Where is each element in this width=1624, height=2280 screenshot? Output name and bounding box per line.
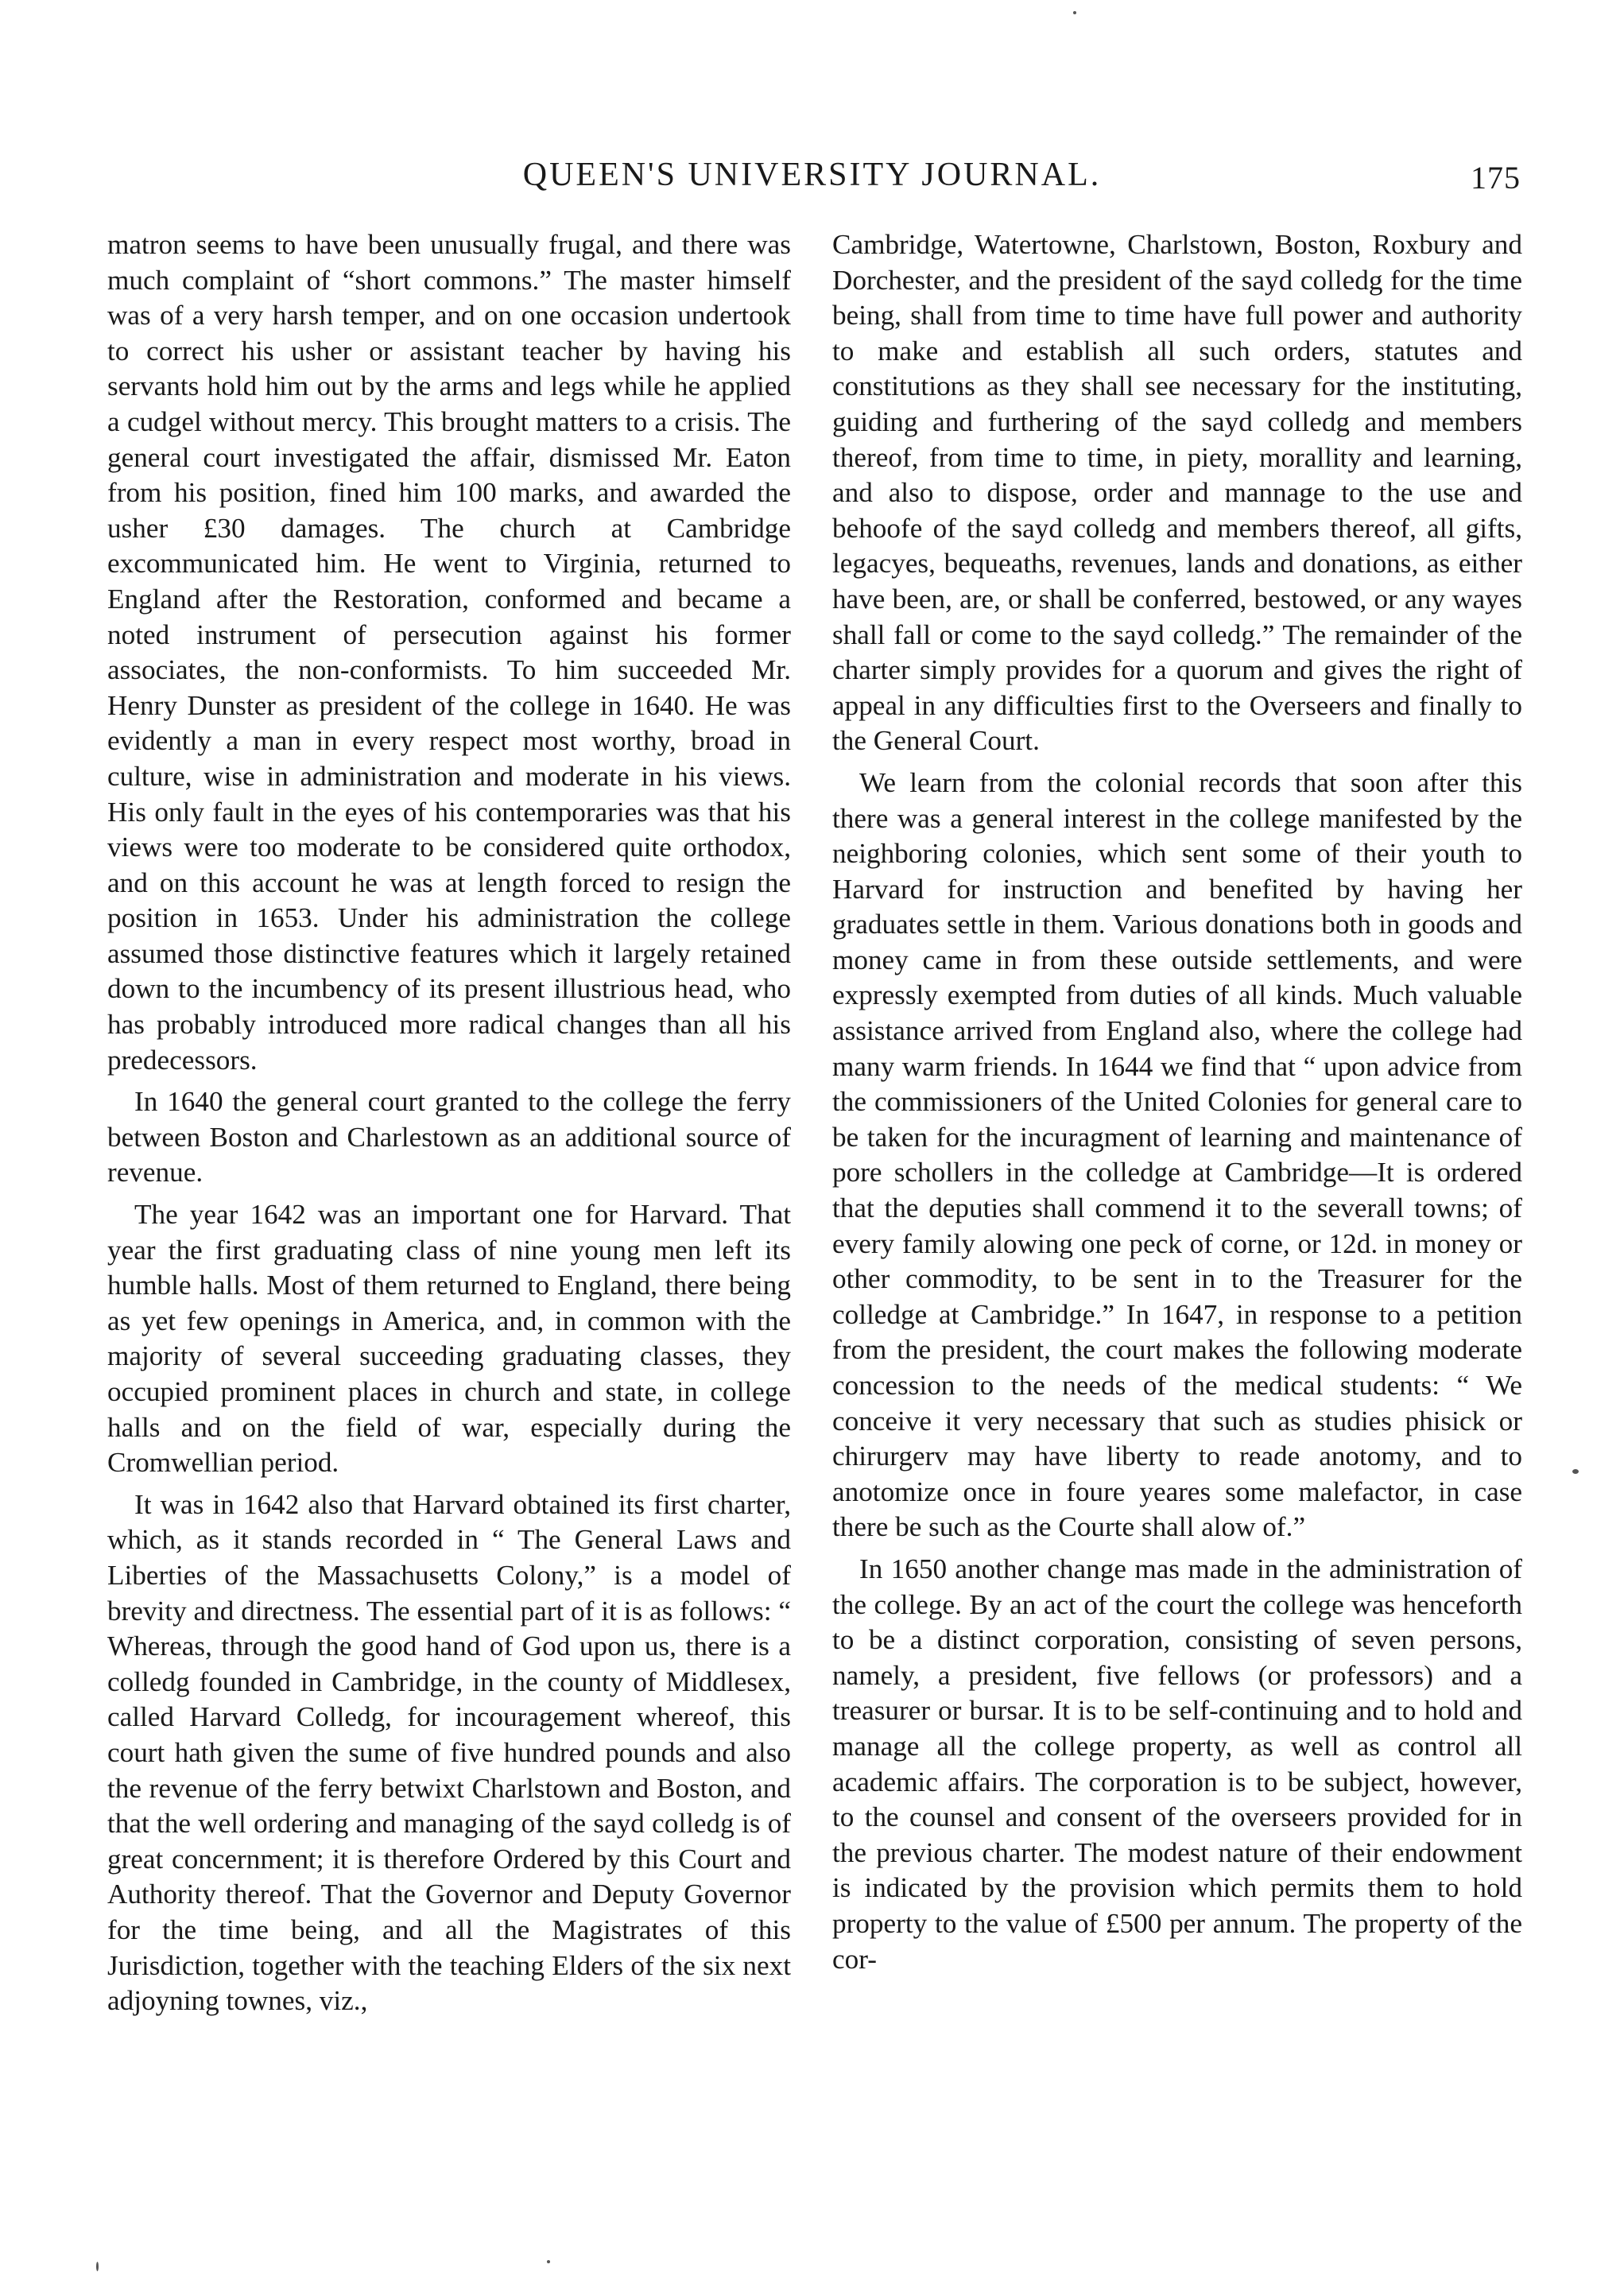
paragraph: The year 1642 was an important one for Harvard. That year the first graduating class of nine young men left its humble halls. Most of them returned to England, there being as yet few openings in America, and, in common with the majority of several succeeding graduating classes, they occupied prominent places in church and state, in college halls and on the field of war, especially during the Cromwellian period. — [107, 1199, 791, 1479]
print-speck — [1572, 1469, 1579, 1474]
paragraph: It was in 1642 also that Harvard obtained its first charter, which, as it stands recorded in “ The General Laws and Liberties of the Massachusetts Colony,” is a model of brevity and directness. The essential part of it is as follows: “ Whereas, through the good hand of God upon us, there is a colledg founded in Cambridge, in the county of Middlesex, called Harvard Colledg, for incouragement whereof, this court hath given the sume of five hundred pounds and also the revenue of the ferry betwixt Charlstown and Boston, and that the well ordering and managing of the sayd colledg is of great concernment; it is therefore Ordered by this Court and Authority thereof. That the Governor and Deputy Governor for the time being, and all the Magistrates of this Jurisdiction, together with the teaching Elders of the six next adjoyning townes, viz., — [107, 1488, 791, 2017]
print-speck — [96, 2262, 99, 2271]
print-speck — [547, 2260, 550, 2263]
paragraph: In 1650 another change mas made in the administration of the college. By an act of the court the college was henceforth to be a distinct corporation, consisting of seven persons, namely, a president, five fellows (or professors) and a treasurer or bursar. It is to be self-continuing and to hold and manage all the college property, as well as control all academic affairs. The corporation is to be subject, however, to the counsel and consent of the overseers provided for in the previous charter. The modest nature of their endowment is indicated by the provision which permits them to hold property to the value of £500 per annum. The property of the cor- — [832, 1553, 1522, 1975]
paragraph: matron seems to have been unusually frugal, and there was much complaint of “short commons.” The master himself was of a very harsh temper, and on one occasion undertook to correct his usher or assistant teacher by having his servants hold him out by the arms and legs while he applied a cudgel without mercy. This brought matters to a crisis. The general court investigated the affair, dismissed Mr. Eaton from his position, fined him 100 marks, and awarded the usher £30 damages. The church at Cambridge excommunicated him. He went to Virginia, returned to England after the Restoration, conformed and became a noted instrument of persecution against his former associates, the non-conformists. To him succeeded Mr. Henry Dunster as president of the college in 1640. He was evidently a man in every respect most worthy, broad in culture, wise in administration and moderate in his views. His only fault in the eyes of his contemporaries was that his views were too moderate to be considered quite orthodox, and on this account he was at length forced to resign the position in 1653. Under his administration the college assumed those distinctive features which it largely retained down to the incumbency of its present illustrious head, who has probably introduced more radical changes than all his predecessors. — [107, 229, 791, 1076]
page-number: 175 — [1471, 160, 1521, 196]
running-head — [0, 156, 1624, 204]
paragraph: In 1640 the general court granted to the college the ferry between Boston and Charlestown as an additional source of revenue. — [107, 1086, 791, 1188]
paragraph: We learn from the colonial records that soon after this there was a general interest in the college manifested by the neighboring colonies, which sent some of their youth to Harvard for instruction and benefited by having her graduates settle in them. Various donations both in goods and money came in from these outside settlements, and were expressly exempted from duties of all kinds. Much valuable assistance arrived from England also, where the college had many warm friends. In 1644 we find that “ upon advice from the commissioners of the United Colonies for general care to be taken for the incuragment of learning and maintenance of pore schollers in the colledge at Cambridge—It is ordered that the deputies shall commend it to the severall towns; of every family alowing one peck of corne, or 12d. in money or other commodity, to be sent in to the Treasurer for the colledge at Cambridge.” In 1647, in response to a petition from the president, the court makes the following moderate concession to the needs of the medical students: “ We conceive it very necessary that such as studies phisick or chirurgerv may have liberty to reade anotomy, and to anotomize once in foure yeares some malefactor, in case there be such as the Courte shall alow of.” — [832, 766, 1522, 1543]
left-column — [107, 227, 791, 2026]
right-column — [832, 227, 1522, 1983]
print-speck — [1073, 11, 1076, 14]
journal-title: QUEEN'S UNIVERSITY JOURNAL. — [522, 157, 1102, 193]
paragraph: Cambridge, Watertowne, Charlstown, Boston, Roxbury and Dorchester, and the president of the sayd colledg for the time being, shall from time to time have full power and authority to make and establish all such orders, statutes and constitutions as they shall see necessary for the instituting, guiding and furthering of the sayd colledg and members thereof, from time to time, in piety, morallity and learning, and also to dispose, order and mannage to the use and behoofe of the sayd colledg and members thereof, all gifts, legacyes, bequeaths, revenues, lands and donations, as either have been, are, or shall be conferred, bestowed, or any wayes shall fall or come to the sayd colledg.” The remainder of the charter simply provides for a quorum and gives the right of appeal in any difficulties first to the Overseers and finally to the General Court. — [832, 229, 1522, 757]
